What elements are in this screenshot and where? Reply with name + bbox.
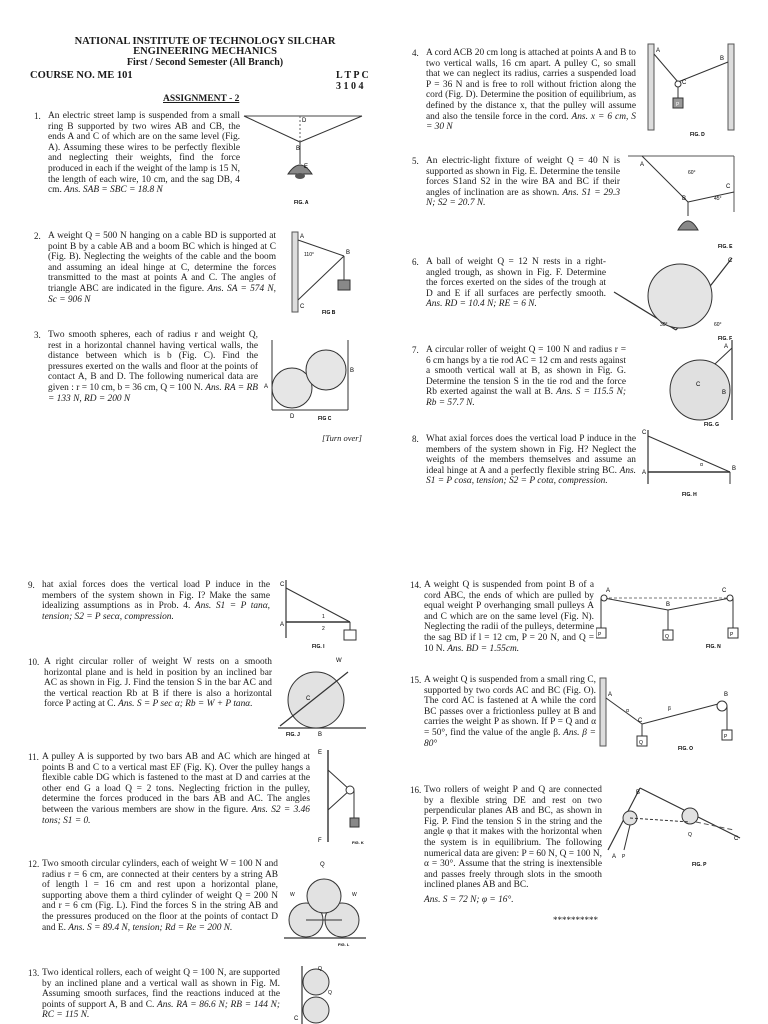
problem-number: 13. [28,968,40,978]
svg-text:B: B [296,146,301,152]
svg-text:B: B [724,692,729,698]
svg-text:B: B [720,56,725,62]
problem-number: 3. [34,330,41,340]
problem-number: 2. [34,231,41,241]
svg-text:F: F [318,838,322,844]
svg-text:α: α [700,462,703,468]
problem-11-text: A pulley A is supported by two bars AB and AC which are hinged at points B and C to a vertical mast EF (Fig. K). Over the pulley hangs a flexible cable DG which is fastened to the mast at D and carries at the other end G a load Q = 2 tons. Neglecting friction in the pulley, determine the forces produced in the bars AB and AC. The angles between the various members are show in the figure. Ans. S2 = 3.46 tons; S1 = 0. [42,752,310,826]
problem-4-text: A cord ACB 20 cm long is attached at points A and B to two vertical walls, 16 cm apart. A pulley C, so small that we can neglect its radius, carries a suspended load P = 36 N and is free to roll without friction along the cord (Fig. D). Determine the position of equilibrium, as defined by the distance x, that the pulley will assume and also the tensile force in the cord. Ans. x = 6 cm, S = 30 N [426,48,636,133]
problem-number: 10. [28,657,40,667]
problem-number: 12. [28,859,40,869]
svg-text:A: A [612,854,617,860]
figure-o [598,674,742,754]
svg-text:B: B [346,250,351,256]
figure-n [596,578,742,650]
institute-name: NATIONAL INSTITUTE OF TECHNOLOGY SILCHAR [74,36,336,47]
svg-text:α: α [626,708,629,714]
turn-over-note: [Turn over] [322,433,362,443]
svg-text:B: B [732,466,737,472]
semester-line: First / Second Semester (All Branch) [126,57,284,68]
svg-text:A: A [606,588,611,594]
figure-k [316,746,370,850]
figure-m [292,962,364,1024]
svg-text:FIG. F: FIG. F [718,336,733,342]
svg-text:C: C [306,696,311,702]
svg-text:P: P [724,734,728,740]
problem-16-answer: Ans. S = 72 N; φ = 16°. [424,895,514,905]
problem-6-text: A ball of weight Q = 12 N rests in a right-angled trough, as shown in Fig. F. Determine the forces exerted on the sides of the trough at D and E if all surfaces are perfectly smooth. Ans. RD = 10.4 N; RE = 6 N. [426,257,606,310]
svg-text:β: β [668,706,671,712]
svg-text:60°: 60° [688,170,696,176]
problem-7-text: A circular roller of weight Q = 100 N and radius r = 6 cm hangs by a tie rod AC = 12 cm and rests against a smooth vertical wall at B, as shown in Fig. G. Determine the tension S in the tie rod and the force Rb exerted against the wall at B. Ans. S = 115.5 N; Rb = 57.7 N. [426,345,627,408]
problem-number: 5. [412,156,419,166]
problem-5-text: An electric-light fixture of weight Q = 40 N is supported as shown in Fig. E. Determine the tensile forces S1and S2 in the wire BA and BC if their angles of inclination are as shown. Ans. S1 = 29.3 N; S2 = 20.7 N. [426,156,621,209]
problem-8-text: What axial forces does the vertical load P induce in the members of the system shown in Fig. H? Neglect the weights of the members themselves and assume an ideal hinge at A and a perfectly flexible string BC. Ans. S1 = P cosα, tension; S2 = P cotα, compression. [426,434,636,487]
svg-text:FIG B: FIG B [322,310,336,316]
assignment-title: ASSIGNMENT - 2 [163,94,240,104]
figure-f [610,252,740,344]
svg-text:FIG. D: FIG. D [690,132,705,138]
svg-text:C: C [722,588,727,594]
end-mark: ********** [553,915,598,925]
problem-10-text: A right circular roller of weight W rests on a smooth horizontal plane and is held in position by an inclined bar AC as shown in Fig. J. Find the tension S in the bar AC and the vertical reaction Rb at B if there is also a horizontal force P acting at C. Ans. S = P sec α; Rb = W + P tanα. [44,657,272,710]
svg-text:Q: Q [665,634,669,640]
problem-9-text: hat axial forces does the vertical load P induce in the members of the system shown in Fig. I? Make the same idealizing assumptions as in Prob. 4. Ans. S1 = P tanα, tension; S2 = P secα, compression. [42,580,270,622]
svg-text:B: B [682,196,687,202]
svg-text:FIG. L: FIG. L [338,942,350,946]
svg-text:C: C [726,184,731,190]
svg-text:1: 1 [322,614,325,620]
svg-text:45°: 45° [714,196,722,202]
svg-text:C: C [728,258,733,264]
svg-text:B: B [318,732,323,738]
svg-text:FIG C: FIG C [318,416,332,422]
problem-3-text: Two smooth spheres, each of radius r and weight Q, rest in a horizontal channel having vertical walls, the distance between which is b (Fig. C). Find the pressures exerted on the walls and floor at the points of contact A, B and D. The following numerical data are given : r = 10 cm, b = 36 cm, Q = 100 N. Ans. RA = RB = 133 N, RD = 200 N [48,330,258,404]
course-number: COURSE NO. ME 101 [30,70,133,81]
svg-text:D: D [290,414,295,420]
problem-number: 16. [410,785,422,795]
problem-14-text: A weight Q is suspended from point B of a cord ABC, the ends of which are pulled by equal weight P overhanging small pulleys A and C which are on the same level (Fig. N). Neglecting the radii of the pulleys, determine the sag BD if l = 12 cm, P = 20 N, and Q = 10 N. Ans. BD = 1.55cm. [424,580,594,654]
figure-a [242,108,364,208]
problem-number: 8. [412,434,419,444]
svg-text:B: B [636,790,641,796]
svg-text:FIG. A: FIG. A [294,200,309,206]
svg-text:Q: Q [639,740,643,746]
problem-number: 14. [410,580,422,590]
svg-text:A: A [264,384,269,390]
svg-text:P: P [622,854,626,860]
problem-number: 7. [412,345,419,355]
subject-name: ENGINEERING MECHANICS [133,46,277,57]
svg-text:A: A [724,344,729,350]
figure-g [646,338,740,428]
svg-text:Q: Q [318,966,322,972]
problem-number: 9. [28,580,35,590]
figure-d [644,40,738,140]
svg-text:A: A [300,234,305,240]
svg-text:W: W [336,658,342,664]
problem-number: 15. [410,675,422,685]
problem-number: 1. [34,111,41,121]
figure-h [640,426,740,500]
svg-text:A: A [656,48,661,54]
ltpc-label: L T P C [336,70,369,81]
figure-i [278,578,362,650]
svg-text:P: P [730,632,734,638]
svg-text:C: C [294,1016,299,1022]
svg-text:C: C [682,80,687,86]
svg-text:C: C [280,582,285,588]
svg-text:C: C [638,718,643,724]
svg-text:FIG. E: FIG. E [718,244,733,250]
figure-c [262,338,362,424]
svg-text:P: P [676,102,680,108]
figure-p [604,782,744,868]
problem-12-text: Two smooth circular cylinders, each of weight W = 100 N and radius r = 6 cm, are connected at their centers by a string AB of length l = 16 cm and rest upon a horizontal plane, supporting above them a third cylinder of weight Q = 200 N and r = 6 cm (Fig. L). Find the forces S in the string AB and the pressures produced on the floor at the points of contact D and E. Ans. S = 89.4 N, tension; Rd = Re = 200 N. [42,859,278,933]
svg-text:A: A [640,162,645,168]
svg-text:P: P [598,632,602,638]
svg-text:FIG. J: FIG. J [286,732,300,738]
figure-l [282,856,368,946]
svg-text:FIG. G: FIG. G [704,422,719,428]
svg-text:A: A [608,692,613,698]
svg-text:2: 2 [322,626,325,632]
svg-text:Q: Q [688,832,692,838]
problem-15-text: A weight Q is suspended from a small ring C, supported by two cords AC and BC (Fig. O). The cord AC is fastened at A while the cord BC passes over a frictionless pulley at B and carries the weight P as shown. If P = Q and α = 50°, find the value of the angle β. Ans. β = 80° [424,675,597,749]
svg-text:B: B [666,602,671,608]
svg-text:E: E [318,750,323,756]
svg-text:E: E [304,164,309,170]
svg-text:Q: Q [320,862,325,868]
problem-1-text: An electric street lamp is suspended from a small ring B supported by two wires AB and CB, the ends A and C of which are on the same level (Fig. A). Assuming these wires to be perfectly flexible and neglecting their weights, find the force produced in each if the weight of the lamp is 15 N, the length of each wire, 10 cm, and the sag DB, 4 cm. Ans. SAB = SBC = 18.8 N [48,111,240,196]
figure-e [622,152,740,252]
svg-text:C: C [642,430,647,436]
svg-text:A: A [280,622,285,628]
svg-text:C: C [696,382,701,388]
figure-j [276,652,368,740]
svg-text:FIG. I: FIG. I [312,644,325,650]
svg-text:60°: 60° [714,322,722,328]
svg-text:Q: Q [328,990,332,996]
svg-text:FIG. H: FIG. H [682,492,697,498]
problem-13-text: Two identical rollers, each of weight Q = 100 N, are supported by an inclined plane and a vertical wall as shown in Fig. M. Assuming smooth surfaces, find the reactions induced at the points of support A, B and C. Ans. RA = 86.6 N; RB = 144 N; RC = 115 N. [42,968,281,1021]
svg-text:30°: 30° [660,322,668,328]
problem-2-text: A weight Q = 500 N hanging on a cable BD is supported at point B by a cable AB and a boom BC which is hinged at C (Fig. B). Neglecting the weights of the cable and the boom and assuming an ideal hinge at C, determine the forces transmitted to the mast at points A and C. The angles of triangle ABC are indicated in the figure. Ans. SA = 574 N, Sc = 906 N [48,231,277,305]
svg-text:FIG. K: FIG. K [352,840,364,845]
svg-text:W: W [352,892,357,898]
problem-number: 11. [28,752,39,762]
problem-number: 6. [412,257,419,267]
svg-text:B: B [722,390,727,396]
svg-text:C: C [300,304,305,310]
svg-text:FIG. O: FIG. O [678,746,693,752]
problem-16-text: Two rollers of weight P and Q are connected by a flexible string DE and rest on two perpendicular planes AB and BC, as shown in Fig. P. Find the tension S in the string and the angle φ that it makes with the horizontal when the system is in equilibrium. The following numerical data are given: P = 60 N, Q = 100 N, α = 30°. Assume that the string is inextensible and passes freely through slots in the smooth inclined planes AB and BC. [424,785,602,891]
svg-text:A: A [642,470,647,476]
svg-text:FIG. N: FIG. N [706,644,721,650]
svg-text:C: C [734,836,739,842]
svg-text:W: W [290,892,295,898]
ltpc-values: 3 1 0 4 [336,81,364,92]
svg-text:FIG. P: FIG. P [692,862,707,868]
svg-text:B: B [350,368,355,374]
svg-text:110°: 110° [304,252,314,258]
problem-number: 4. [412,48,419,58]
figure-b [282,228,372,320]
svg-text:D: D [302,118,307,124]
